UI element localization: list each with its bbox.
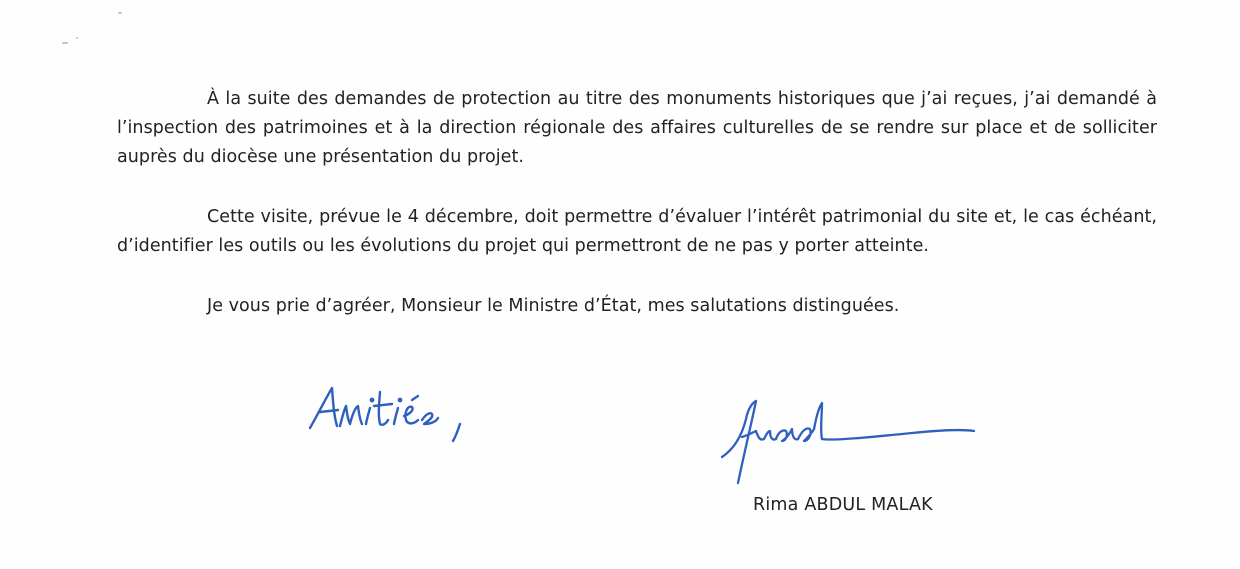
closing-formula: Je vous prie d’agréer, Monsieur le Ministre d’État, mes salutations distinguées. <box>207 296 900 316</box>
paragraph-request: À la suite des demandes de protection au titre des monuments historiques que j’ai reçues, j’ai demandé à l’inspection des patrimoines et à la direction régionale des affaires culturelles de se rendre sur place et de solliciter auprès du diocèse une présentation du projet. <box>117 89 1157 167</box>
signer-name: Rima ABDUL MALAK <box>753 495 933 515</box>
scan-speck <box>118 12 122 14</box>
paragraph-visit: Cette visite, prévue le 4 décembre, doit permettre d’évaluer l’intérêt patrimonial du site et, le cas échéant, d’identifier les outils ou les évolutions du projet qui permettront de ne pas y porter atteinte. <box>117 207 1157 256</box>
letter-body <box>117 85 1157 321</box>
scan-speck <box>62 42 68 44</box>
scan-speck <box>76 37 78 39</box>
handwritten-note <box>300 380 480 450</box>
signature <box>712 395 982 490</box>
